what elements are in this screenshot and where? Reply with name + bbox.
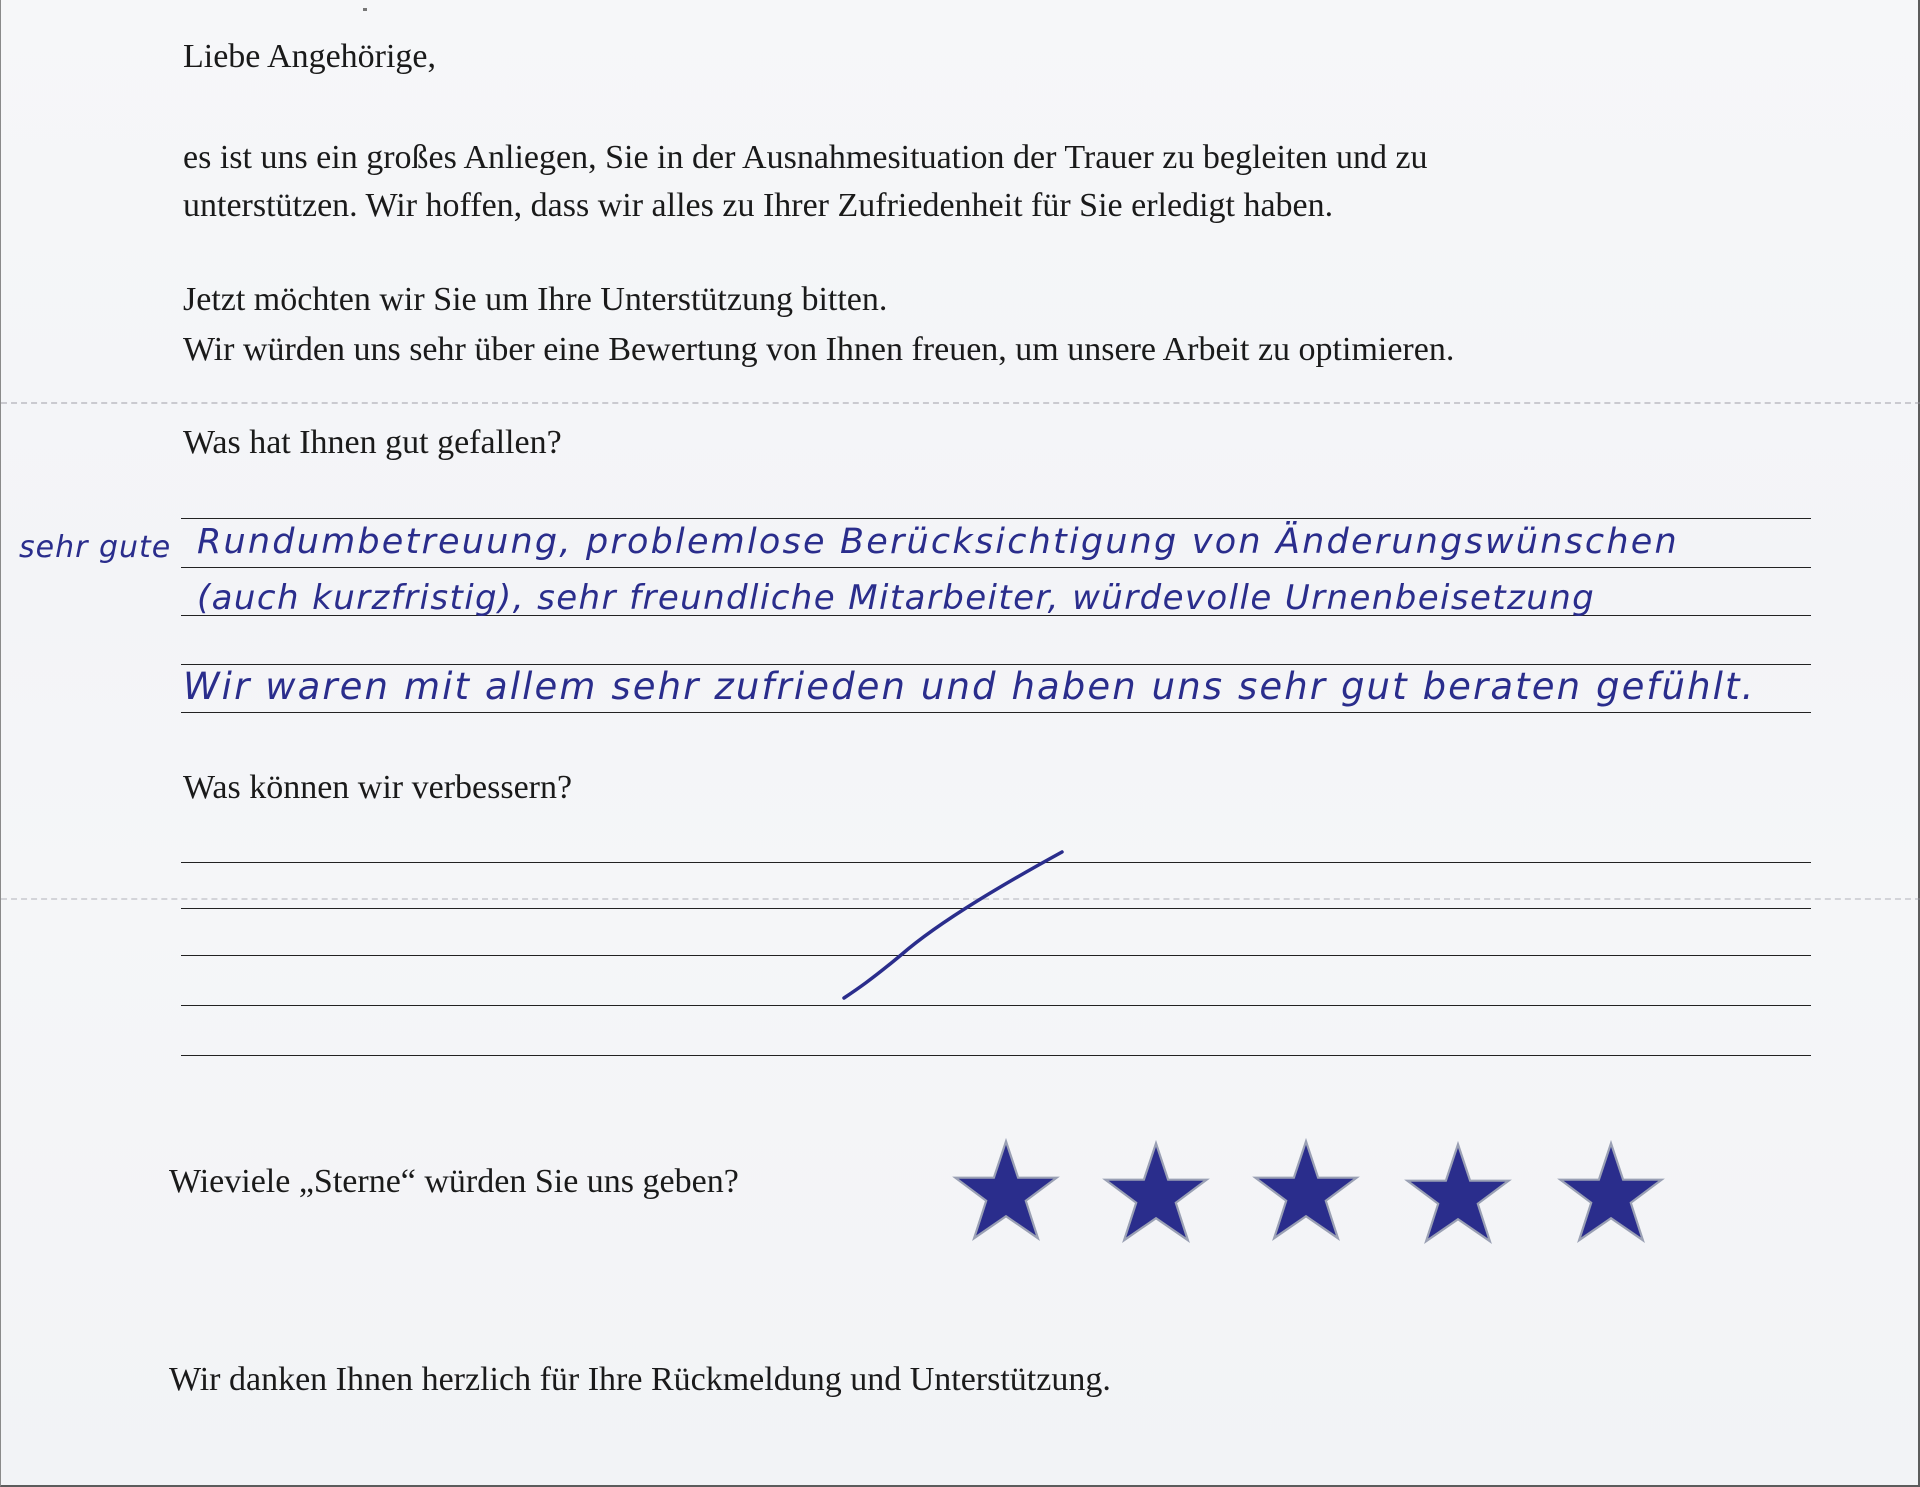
answer-line [181, 862, 1811, 863]
salutation: Liebe Angehörige, [183, 38, 437, 75]
answer-line [181, 908, 1811, 909]
answer-line [181, 518, 1811, 519]
scan-speck [363, 8, 367, 11]
answer-line [181, 955, 1811, 956]
handwritten-answer-line-2: (auch kurzfristig), sehr freundliche Mitarbeiter, würdevolle Urnenbeisetzung [197, 578, 1596, 618]
paper-fold-lower [1, 898, 1920, 900]
handwritten-answer-line-1: Rundumbetreuung, problemlose Berücksichtigung von Änderungswünschen [197, 522, 1679, 562]
intro-line-1: es ist uns ein großes Anliegen, Sie in der Ausnahmesituation der Trauer zu begleiten und zu [183, 139, 1428, 176]
question-improve-label: Was können wir verbessern? [183, 769, 573, 806]
closing-line: Wir danken Ihnen herzlich für Ihre Rückmeldung und Unterstützung. [169, 1361, 1111, 1398]
handwritten-margin-note: sehr gute [19, 530, 172, 565]
answer-line [181, 567, 1811, 568]
question-liked-label: Was hat Ihnen gut gefallen? [183, 424, 562, 461]
star-icon[interactable] [1403, 1140, 1513, 1250]
answer-line [181, 1005, 1811, 1006]
handwritten-answer-line-3: Wir waren mit allem sehr zufrieden und haben uns sehr gut beraten gefühlt. [183, 665, 1756, 708]
paper-fold-upper [1, 402, 1920, 404]
star-icon[interactable] [1556, 1139, 1666, 1249]
star-icon[interactable] [1251, 1137, 1361, 1247]
answer-line [181, 712, 1811, 713]
request-line-2: Wir würden uns sehr über eine Bewertung von Ihnen freuen, um unsere Arbeit zu optimieren. [183, 331, 1455, 368]
answer-line [181, 1055, 1811, 1056]
request-line-1: Jetzt möchten wir Sie um Ihre Unterstützung bitten. [183, 281, 888, 318]
star-icon[interactable] [951, 1137, 1061, 1247]
rating-label: Wieviele „Sterne“ würden Sie uns geben? [169, 1163, 739, 1200]
star-rating[interactable] [951, 1125, 1691, 1245]
star-icon[interactable] [1101, 1139, 1211, 1249]
intro-line-2: unterstützen. Wir hoffen, dass wir alles zu Ihrer Zufriedenheit für Sie erledigt haben. [183, 187, 1334, 224]
